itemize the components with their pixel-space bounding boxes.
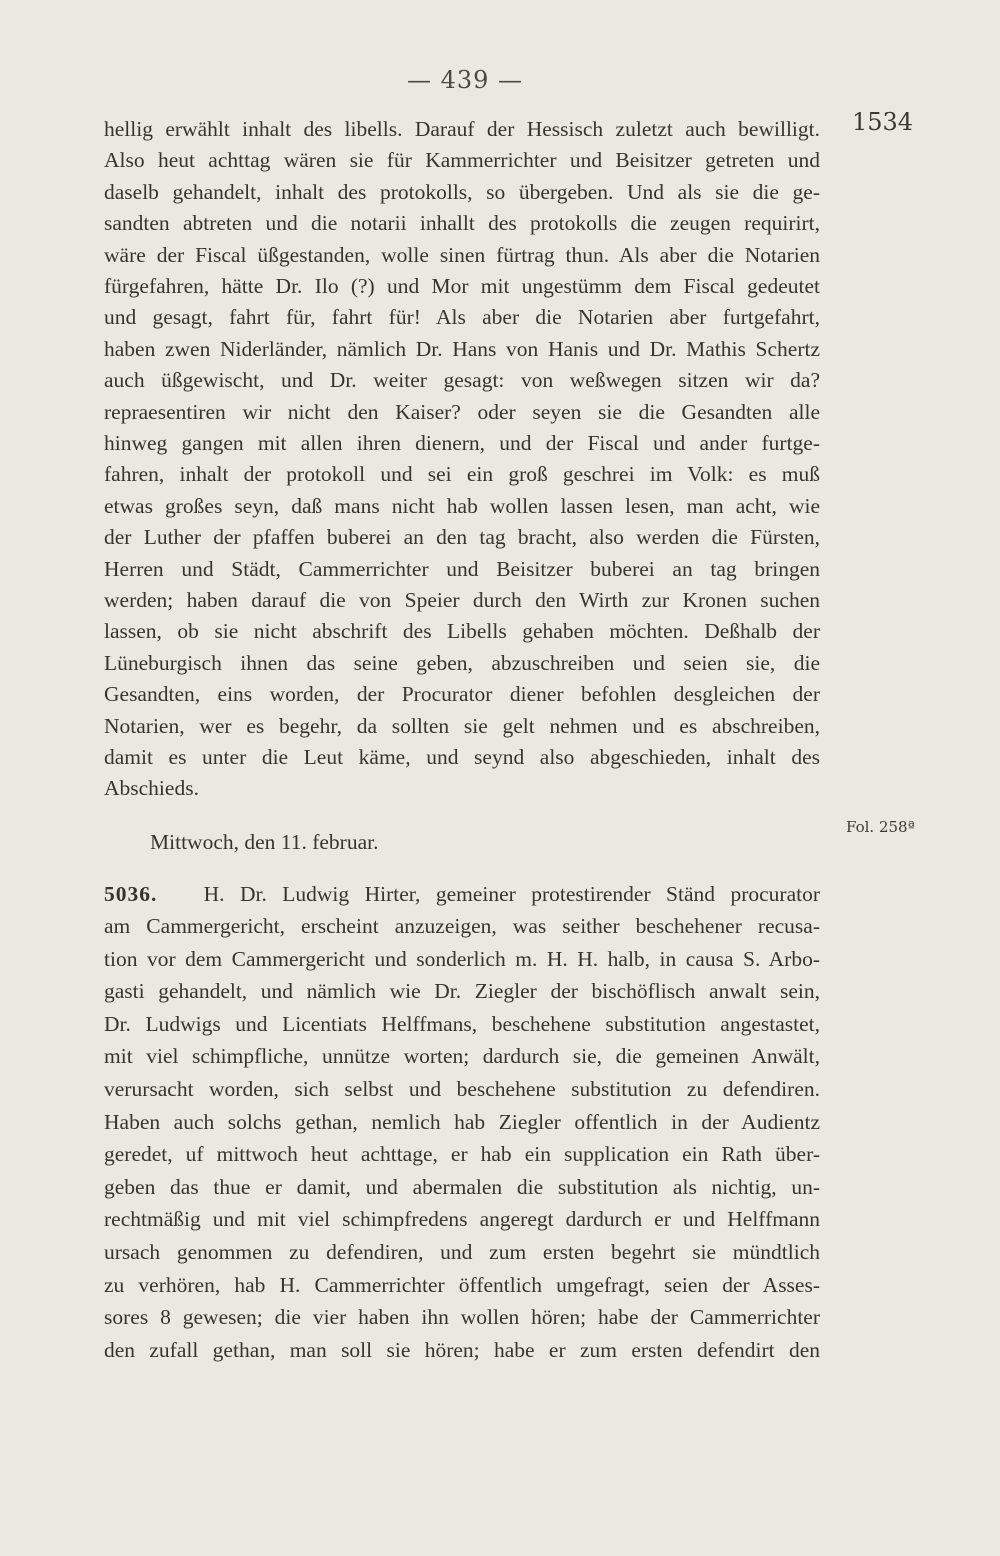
date-heading: Mittwoch, den 11. februar. <box>150 830 379 854</box>
text-line: fahren, inhalt der protokoll und sei ein groß geschrei im Volk: es muß <box>104 462 820 487</box>
text-line: verursacht worden, sich selbst und beschehene substitution zu defendiren. <box>104 1077 820 1101</box>
text-line: fürgefahren, hätte Dr. Ilo (?) und Mor mit ungestümm dem Fiscal gedeutet <box>104 274 820 298</box>
text-line: ursach genommen zu defendiren, und zum ersten begehrt sie mündtlich <box>104 1240 820 1264</box>
entry-first-line-text: H. Dr. Ludwig Hirter, gemeiner protestirender Ständ procurator <box>203 882 820 906</box>
text-line: Notarien, wer es begehr, da sollten sie gelt nehmen und es abschreiben, <box>104 713 820 738</box>
text-line: sandten abtreten und die notarii inhallt des protokolls die zeugen requirirt, <box>104 211 820 236</box>
text-line: haben zwen Niderländer, nämlich Dr. Hans von Hanis und Dr. Mathis Schertz <box>104 336 820 361</box>
text-line: hellig erwählt inhalt des libells. Darauf der Hessisch zuletzt auch bewilligt. <box>104 117 820 141</box>
text-line: Herren und Städt, Cammerrichter und Beisitzer buberei an tag bringen <box>104 556 820 581</box>
text-line: Abschieds. <box>104 776 199 801</box>
text-line: hinweg gangen mit allen ihren dienern, und der Fiscal und ander furtge- <box>104 431 820 455</box>
margin-folio: Fol. 258ª <box>846 818 915 836</box>
text-line: Also heut achttag wären sie für Kammerrichter und Beisitzer getreten und <box>104 148 820 173</box>
text-line: damit es unter die Leut käme, und seynd also abgeschieden, inhalt des <box>104 745 820 769</box>
entry-number: 5036. <box>104 882 158 906</box>
text-line: wäre der Fiscal üßgestanden, wolle sinen fürtrag thun. Als aber die Notarien <box>104 242 820 267</box>
text-line: tion vor dem Cammergericht und sonderlich m. H. H. halb, in causa S. Arbo- <box>104 946 820 971</box>
text-line: Dr. Ludwigs und Licentiats Helffmans, beschehene substitution angestastet, <box>104 1011 820 1036</box>
text-line: am Cammergericht, erscheint anzuzeigen, was seither beschehener recusa- <box>104 914 820 938</box>
text-line: lassen, ob sie nicht abschrift des Libells gehaben möchten. Deßhalb der <box>104 619 820 644</box>
text-line: daselb gehandelt, inhalt des protokolls, so übergeben. Und als sie die ge- <box>104 179 820 204</box>
text-line: den zufall gethan, man soll sie hören; habe er zum ersten defendirt den <box>104 1337 820 1362</box>
text-line: auch üßgewischt, und Dr. weiter gesagt: von weßwegen sitzen wir da? <box>104 368 820 393</box>
text-line: der Luther der pfaffen buberei an den tag bracht, also werden die Fürsten, <box>104 525 820 550</box>
text-line: repraesentiren wir nicht den Kaiser? oder seyen sie die Gesandten alle <box>104 399 820 424</box>
text-line: geben das thue er damit, und abermalen die substitution als nichtig, un- <box>104 1174 820 1199</box>
margin-year: 1534 <box>852 108 914 136</box>
text-line: werden; haben darauf die von Speier durch den Wirth zur Kronen suchen <box>104 588 820 612</box>
entry-first-line <box>104 879 820 910</box>
text-line: rechtmäßig und mit viel schimpfredens angeregt dardurch er und Helffmann <box>104 1207 820 1232</box>
text-line: Gesandten, eins worden, der Procurator diener befohlen desgleichen der <box>104 682 820 707</box>
text-line: Lüneburgisch ihnen das seine geben, abzuschreiben und seien sie, die <box>104 650 820 675</box>
text-line: gasti gehandelt, und nämlich wie Dr. Ziegler der bischöflisch anwalt sein, <box>104 979 820 1004</box>
text-line: zu verhören, hab H. Cammerrichter öffentlich umgefragt, seien der Asses- <box>104 1272 820 1297</box>
text-line: sores 8 gewesen; die vier haben ihn wollen hören; habe der Cammerrichter <box>104 1305 820 1330</box>
text-line: etwas großes seyn, daß mans nicht hab wollen lassen lesen, man acht, wie <box>104 493 820 518</box>
text-line: und gesagt, fahrt für, fahrt für! Als aber die Notarien aber furtgefahrt, <box>104 305 820 330</box>
page-number: — 439 — <box>406 66 524 94</box>
text-line: mit viel schimpfliche, unnütze worten; dardurch sie, die gemeinen Anwält, <box>104 1044 820 1069</box>
text-line: Haben auch solchs gethan, nemlich hab Ziegler offentlich in der Audientz <box>104 1109 820 1134</box>
text-line: geredet, uf mittwoch heut achttage, er hab ein supplication ein Rath über- <box>104 1142 820 1167</box>
